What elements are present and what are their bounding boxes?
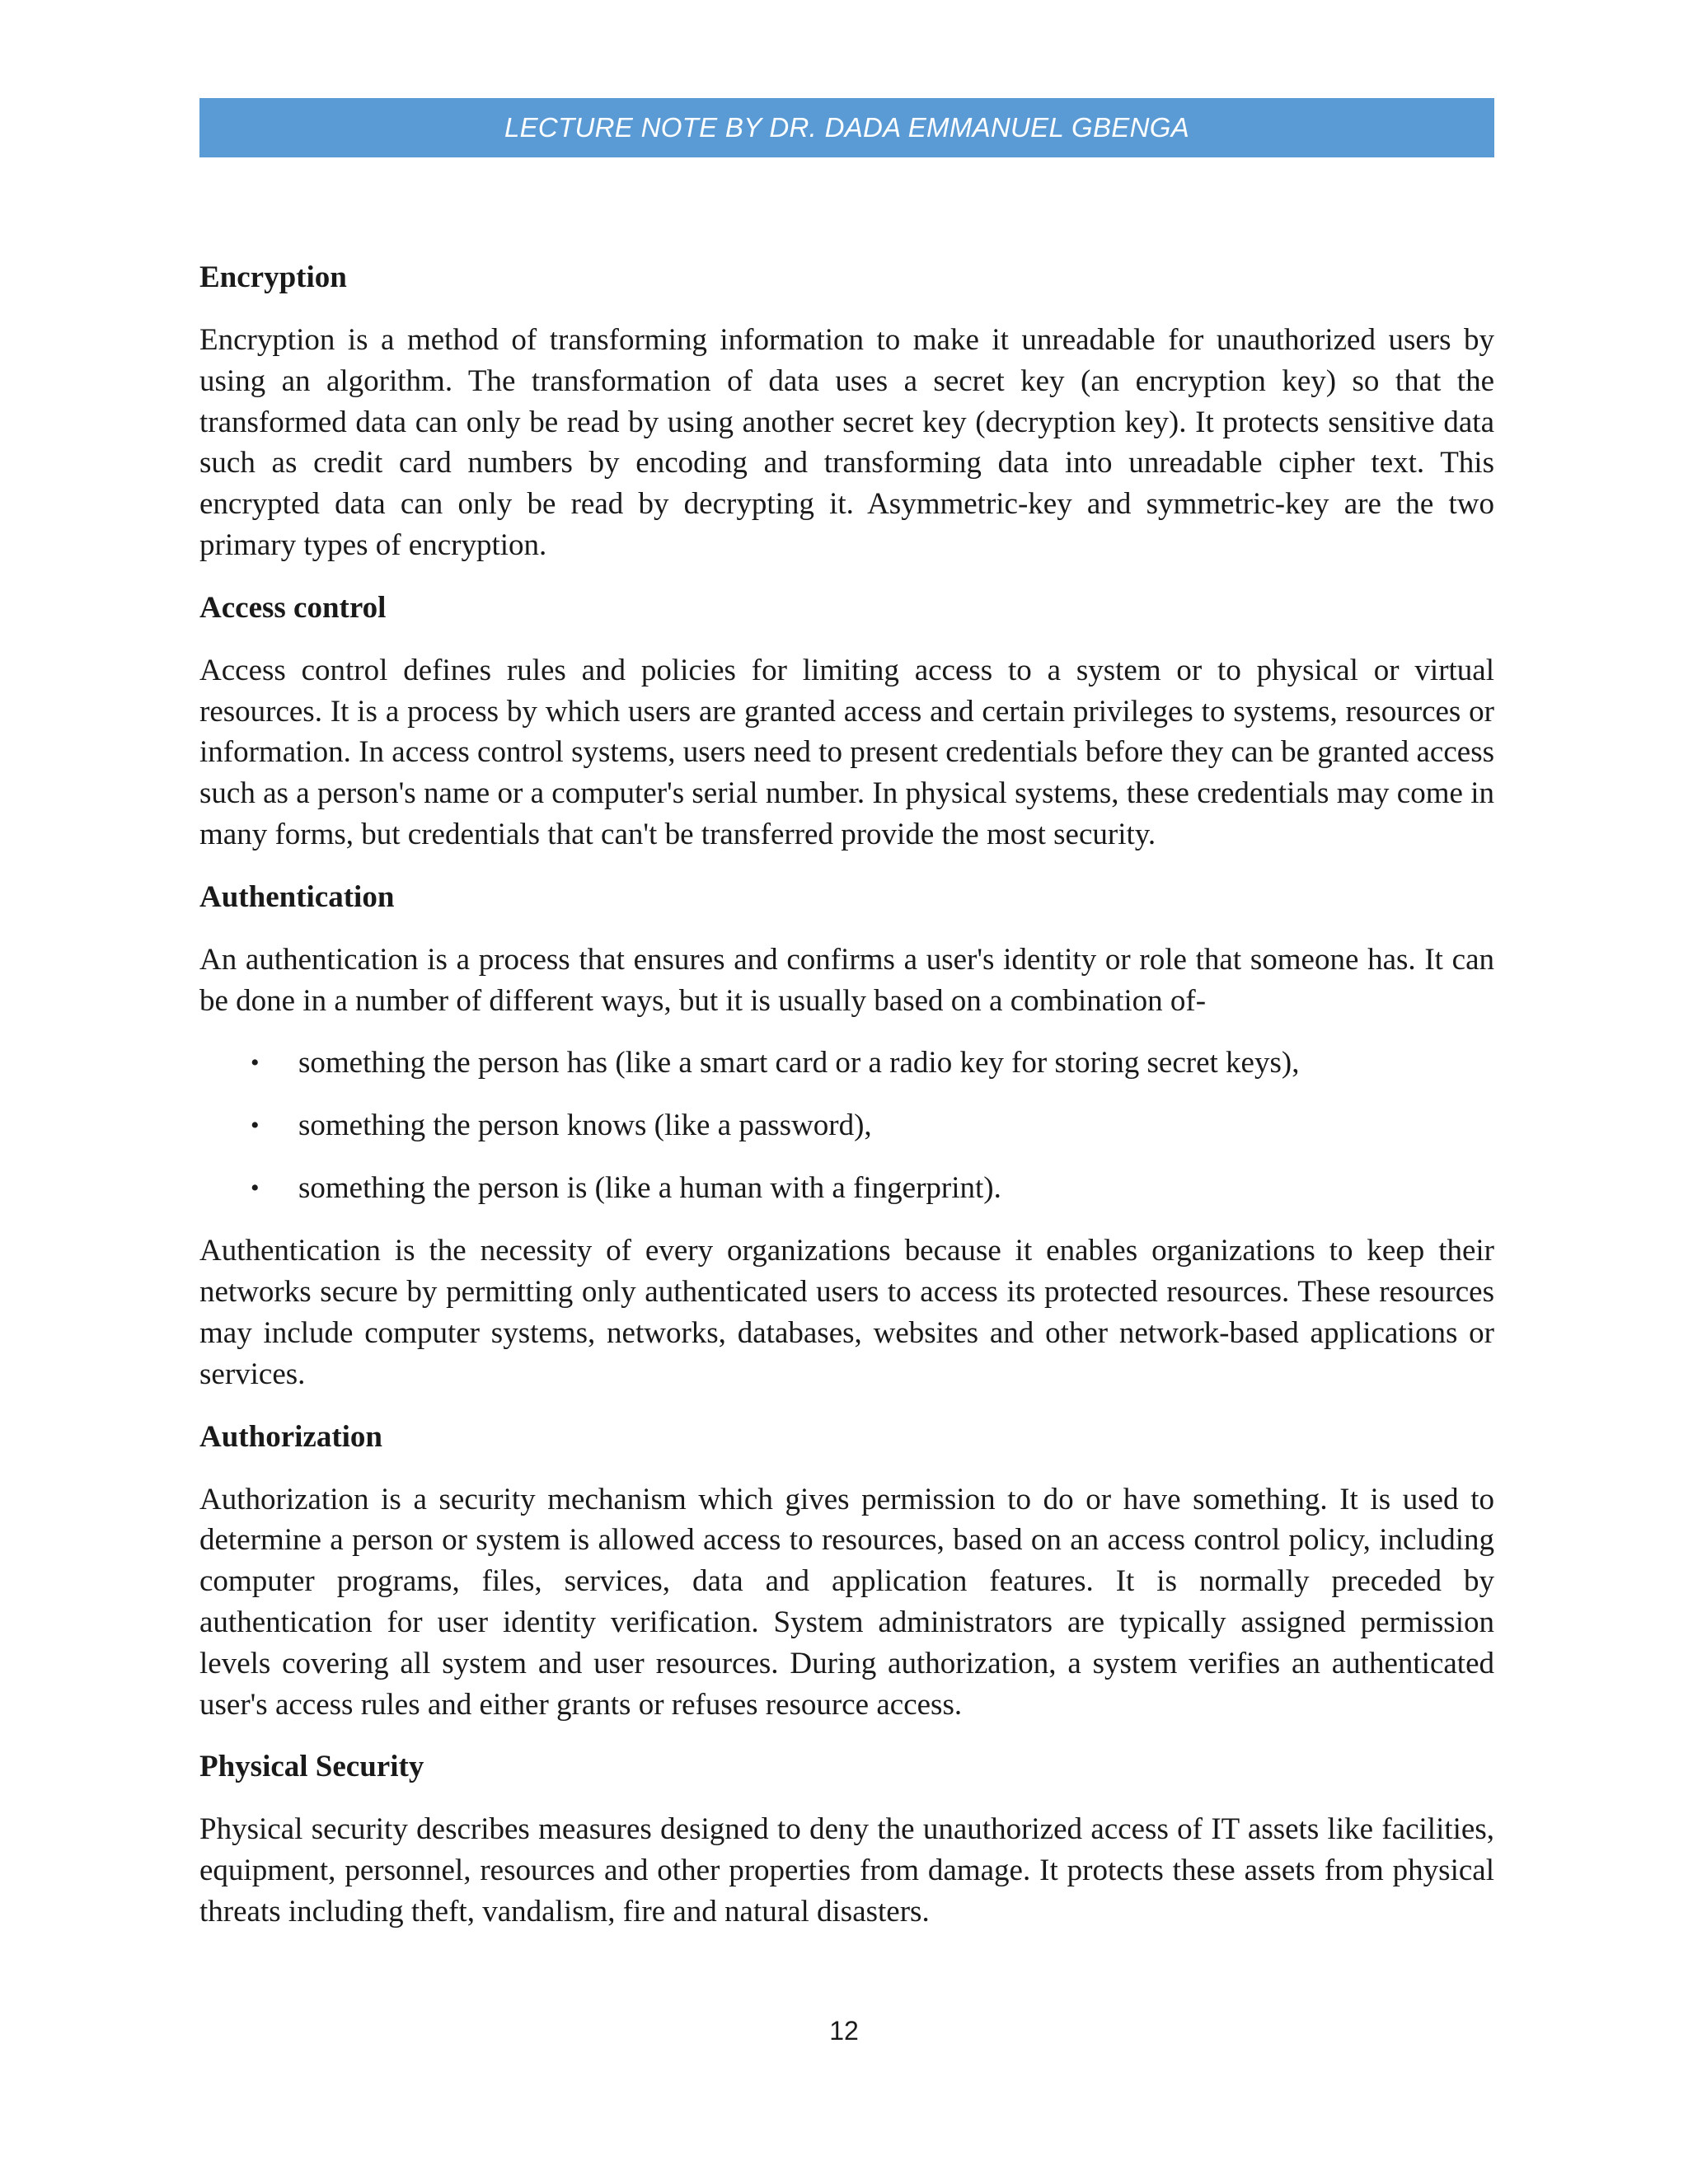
bullet-list	[199, 1043, 1494, 1209]
list-item	[199, 1043, 1494, 1084]
section-paragraph: Encryption is a method of transforming information to make it unreadable for unauthorized users by using an algorithm. The transformation of data uses a secret key (an encryption key) so that the transformed data can only be read by using another secret key (decryption key). It protects sensitive data such as credit card numbers by encoding and transforming data into unreadable cipher text. This encrypted data can only be read by decrypting it. Asymmetric-key and symmetric-key are the two primary types of encryption.	[199, 323, 1494, 562]
section-encryption	[199, 257, 1494, 566]
section-paragraph: Physical security describes measures designed to deny the unauthorized access of IT assets like facilities, equipment, personnel, resources and other properties from damage. It protects these assets from physical threats including theft, vandalism, fire and natural disasters.	[199, 1812, 1494, 1929]
list-item	[199, 1105, 1494, 1146]
list-item-text: something the person knows (like a password),	[298, 1108, 872, 1143]
header-title: LECTURE NOTE BY DR. DADA EMMANUEL GBENGA	[504, 112, 1190, 143]
section-heading: Encryption	[199, 260, 347, 294]
list-item-text: something the person is (like a human with a fingerprint).	[298, 1171, 1001, 1206]
bullet-icon: •	[251, 1049, 260, 1077]
section-physical-security	[199, 1746, 1494, 1932]
section-heading: Authentication	[199, 879, 395, 914]
bullet-icon: •	[251, 1112, 260, 1140]
section-access-control	[199, 588, 1494, 855]
section-authorization	[199, 1417, 1494, 1726]
section-heading: Access control	[199, 590, 387, 625]
section-heading: Physical Security	[199, 1750, 424, 1784]
section-paragraph: Authentication is the necessity of every organizations because it enables organizations to keep their networks secure by permitting only authenticated users to access its protected resources. These resources may include computer systems, networks, databases, websites and other network-based applications or services.	[199, 1234, 1494, 1391]
section-authentication	[199, 877, 1494, 1395]
list-item	[199, 1168, 1494, 1209]
list-item-text: something the person has (like a smart card or a radio key for storing secret keys),	[298, 1046, 1300, 1080]
section-paragraph: An authentication is a process that ensures and confirms a user's identity or role that someone has. It can be done in a number of different ways, but it is usually based on a combination of-	[199, 942, 1494, 1018]
section-heading: Authorization	[199, 1419, 382, 1454]
page-number: 12	[829, 2016, 859, 2046]
document-body	[199, 257, 1494, 1954]
header-band	[199, 98, 1494, 157]
section-paragraph: Authorization is a security mechanism which gives permission to do or have something. It is used to determine a person or system is allowed access to resources, based on an access control policy, including computer programs, files, services, data and application features. It is normally preceded by authentication for user identity verification. System administrators are typically assigned permission levels covering all system and user resources. During authorization, a system verifies an authenticated user's access rules and either grants or refuses resource access.	[199, 1482, 1494, 1722]
section-paragraph: Access control defines rules and policies for limiting access to a system or to physical or virtual resources. It is a process by which users are granted access and certain privileges to systems, resources or information. In access control systems, users need to present credentials before they can be granted access such as a person's name or a computer's serial number. In physical systems, these credentials may come in many forms, but credentials that can't be transferred provide the most security.	[199, 653, 1494, 851]
bullet-icon: •	[251, 1174, 260, 1202]
